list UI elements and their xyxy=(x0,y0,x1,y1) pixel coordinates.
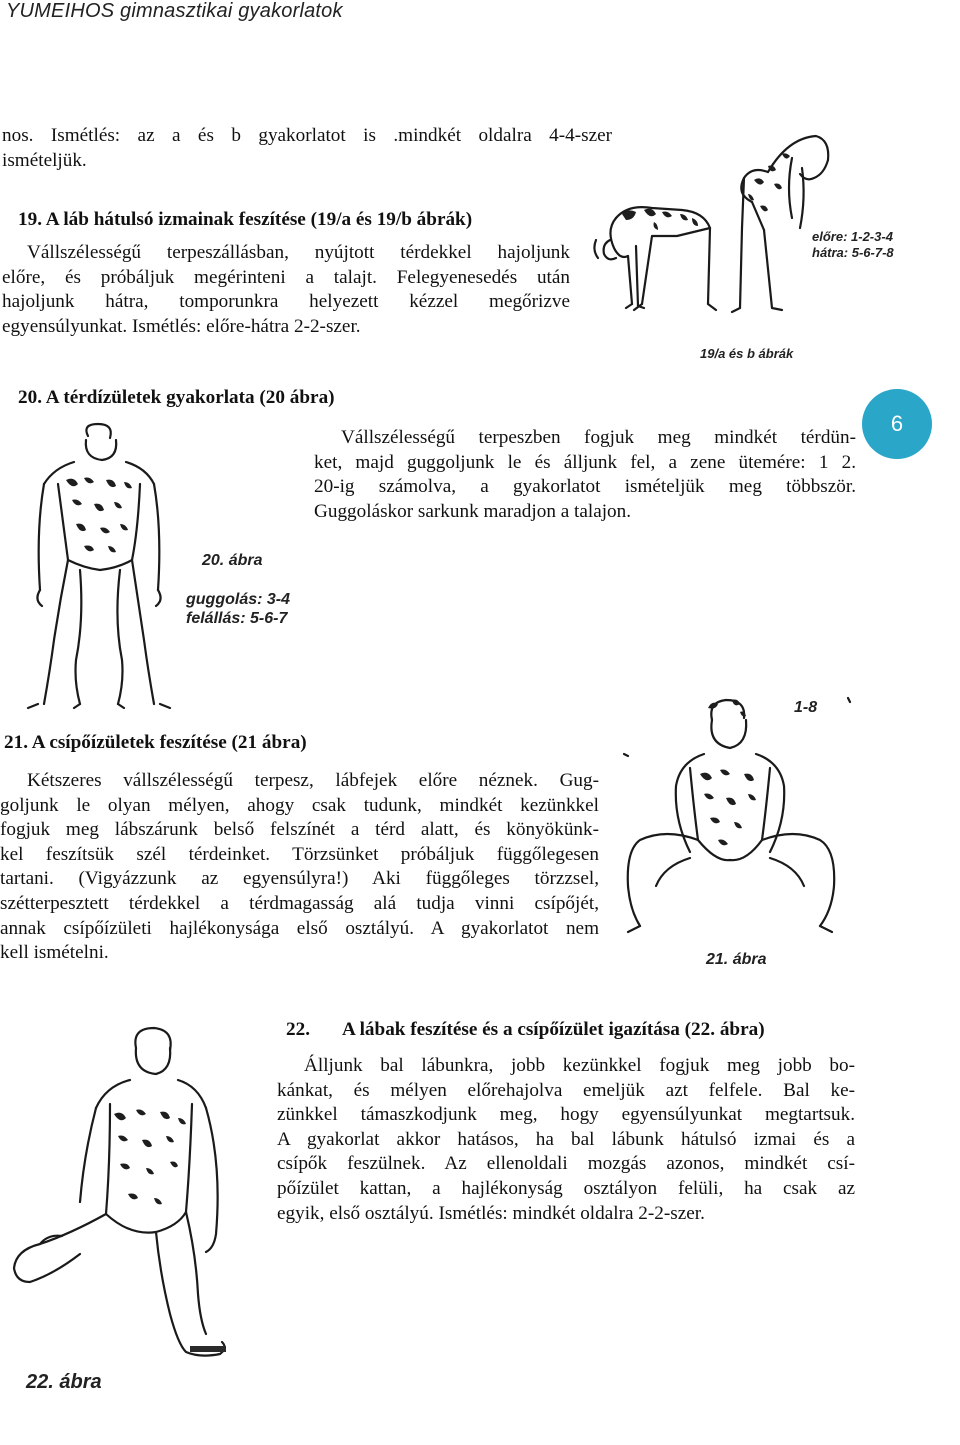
ex19-heading: 19. A láb hátulsó izmainak feszítése (19/a és 19/b ábrák) xyxy=(18,209,473,230)
text-line: szétterpesztett térdekkel a térdmagasság alá tudja vinni csípőjét, xyxy=(0,892,599,914)
ex22-number: 22. xyxy=(286,1019,310,1040)
text-line: egyensúlyunkat. Ismétlés: előre-hátra 2-2-szer. xyxy=(2,315,361,337)
text-line: tartani. (Vigyázzunk az egyensúlyra!) Aki függőleges törzzsel, xyxy=(0,868,599,890)
text-line: Vállszélességű terpeszben fogjuk meg mindkét térdün- xyxy=(341,427,856,448)
text-line: kel feszítsük szél térdeinket. Törzsünket próbáljuk függőlegesen xyxy=(0,843,599,865)
text-line: Vállszélességű terpeszállásban, nyújtott térdekkel hajoljunk xyxy=(27,242,570,263)
forward-bend-figure xyxy=(594,207,716,310)
text-line: kell ismételni. xyxy=(0,942,109,964)
text-line: hajoljunk hátra, tomporunkra helyezett kézzel megőrizve xyxy=(2,291,570,313)
ex19-figure-label-1: előre: 1-2-3-4 xyxy=(812,229,893,244)
text-line: annak csípőízületi hajlékonysága első osztályú. A gyakorlatot nem xyxy=(0,917,599,939)
ex22-figure-caption: 22. ábra xyxy=(26,1371,102,1393)
text-line: pőízület kattan, a hajlékonyság osztályon felüli, ha csak az xyxy=(277,1177,855,1199)
text-line: Álljunk bal lábunkra, jobb kezünkkel fogjuk meg jobb bo- xyxy=(304,1055,855,1076)
ex19-figure-caption: 19/a és b ábrák xyxy=(700,346,794,361)
text-line: kánkat, és mélyen előrehajolva emeljük azt felfele. Bal ke- xyxy=(277,1079,855,1101)
text-line: goljunk le olyan mélyen, ahogy csak tudunk, mindkét kezünkkel xyxy=(0,794,599,816)
text-line: Kétszeres vállszélességű terpesz, lábfejek előre néznek. Gug- xyxy=(27,770,599,791)
text-line: A gyakorlat akkor hatásos, ha bal lábunk hátulsó izmai és a xyxy=(277,1128,855,1150)
document-header-title: YUMEIHOS gimnasztikai gyakorlatok xyxy=(6,0,343,22)
text-line: zünkkel támaszkodjunk meg, hogy egyensúlyunkat megtartsuk. xyxy=(277,1104,855,1126)
ex20-paragraph xyxy=(314,426,856,524)
text-line: ismételjük. xyxy=(2,149,87,171)
ex21-paragraph xyxy=(0,769,599,966)
figure-22-illustration xyxy=(10,1024,270,1364)
text-line: fogjuk meg lábszárunk belső felszínét a térd alatt, és könyökünk- xyxy=(0,819,599,841)
ex21-figure-caption: 21. ábra xyxy=(706,951,767,968)
text-line: előre, és próbáljuk megérinteni a talajt. Felegyenesedés után xyxy=(2,266,570,288)
text-line: ket, majd guggoljunk le és álljunk fel, a zene ütemére: 1 2. xyxy=(314,451,856,473)
ex20-figure-caption: 20. ábra xyxy=(202,552,263,569)
ex20-figure-label-1: guggolás: 3-4 xyxy=(186,591,291,608)
ex22-heading: A lábak feszítése és a csípőízület igazítása (22. ábra) xyxy=(342,1019,765,1040)
figure-20-illustration xyxy=(14,420,184,710)
ex22-paragraph xyxy=(277,1054,855,1226)
figure-21-illustration xyxy=(620,690,860,950)
text-line: nos. Ismétlés: az a és b gyakorlatot is .mindkét oldalra 4-4-szer xyxy=(2,125,612,146)
ex19-paragraph xyxy=(2,241,570,339)
backward-bend-figure xyxy=(732,136,828,312)
page-number-badge: 6 xyxy=(862,389,932,459)
ex20-heading: 20. A térdízületek gyakorlata (20 ábra) xyxy=(18,387,335,408)
text-line: Guggoláskor sarkunk maradjon a talajon. xyxy=(314,500,632,522)
ex21-figure-label: 1-8 xyxy=(794,699,818,716)
ex21-heading: 21. A csípőízületek feszítése (21 ábra) xyxy=(4,732,307,753)
intro-paragraph xyxy=(2,124,612,173)
ex19-figure-label-2: hátra: 5-6-7-8 xyxy=(812,245,894,260)
text-line: csípők feszülnek. Az ellenoldali mozgás azonos, mindkét csí- xyxy=(277,1153,855,1175)
ex20-figure-label-2: felállás: 5-6-7 xyxy=(186,610,288,627)
text-line: 20-ig számolva, a gyakorlatot ismételjük meg többször. xyxy=(314,476,856,498)
text-line: egyik, első osztályú. Ismétlés: mindkét oldalra 2-2-szer. xyxy=(277,1202,705,1224)
